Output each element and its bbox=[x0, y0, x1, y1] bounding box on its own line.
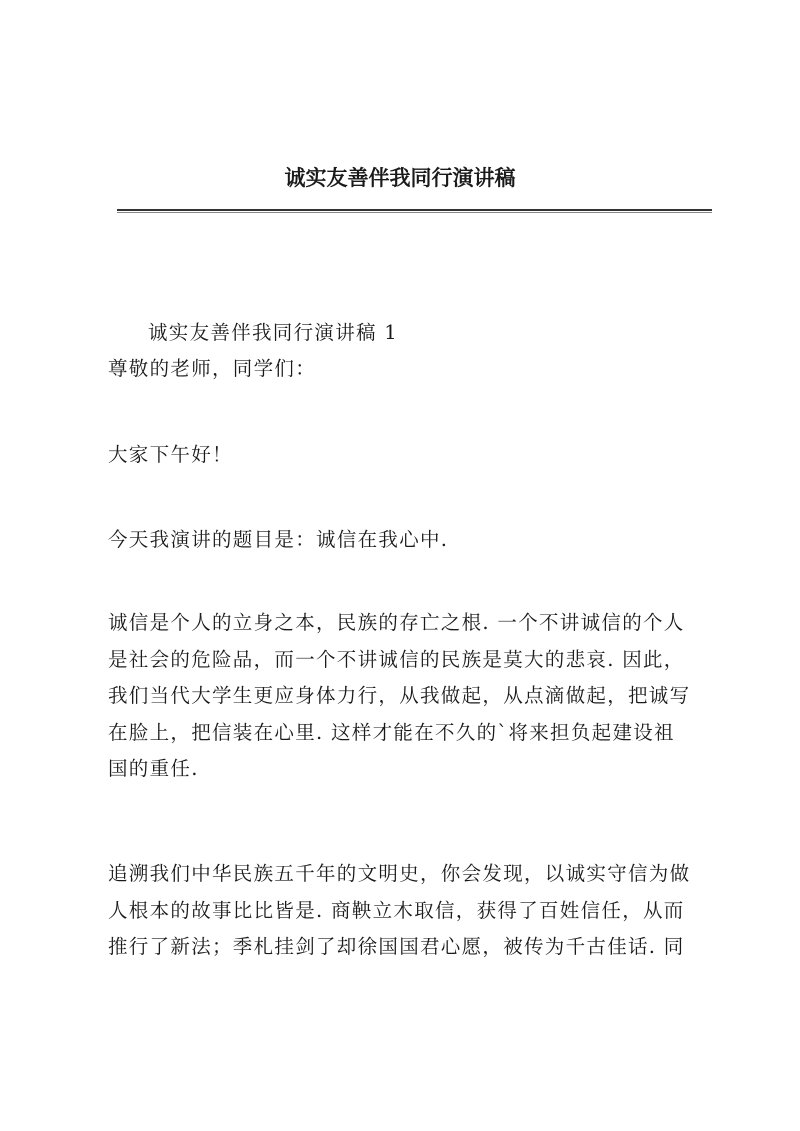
paragraph-line: 是社会的危险品，而一个不讲诚信的民族是莫大的悲哀. 因此， bbox=[108, 647, 685, 671]
paragraph-line: 在脸上，把信装在心里. 这样才能在不久的`将来担负起建设祖 bbox=[108, 720, 675, 744]
speech-subtitle bbox=[108, 315, 714, 352]
paragraph-line: 国的重任. bbox=[108, 757, 199, 780]
greeting-line bbox=[108, 351, 714, 388]
hello-text: 大家下午好！ bbox=[108, 443, 233, 466]
topic-line bbox=[108, 522, 714, 559]
paragraph-line: 人根本的故事比比皆是. 商鞅立木取信，获得了百姓信任，从而 bbox=[108, 898, 685, 922]
subtitle-line: 诚实友善伴我同行演讲稿 1 bbox=[148, 321, 399, 344]
paragraph-line: 我们当代大学生更应身体力行，从我做起，从点滴做起，把诚写 bbox=[108, 684, 691, 707]
document-title: 诚实友善伴我同行演讲稿 bbox=[284, 165, 516, 190]
paragraph-line: 推行了新法；季札挂剑了却徐国国君心愿，被传为千古佳话. 同 bbox=[108, 935, 685, 958]
paragraph-line: 诚信是个人的立身之本，民族的存亡之根. 一个不讲诚信的个人 bbox=[108, 611, 685, 634]
hello-line bbox=[108, 437, 714, 474]
paragraph-line: 追溯我们中华民族五千年的文明史，你会发现，以诚实守信为做 bbox=[108, 862, 691, 885]
greeting-text: 尊敬的老师，同学们： bbox=[108, 357, 317, 380]
paragraph-2 bbox=[108, 856, 714, 966]
paragraph-1 bbox=[108, 605, 714, 788]
topic-text: 今天我演讲的题目是：诚信在我心中. bbox=[108, 528, 449, 551]
title-underline-rule bbox=[117, 209, 712, 213]
